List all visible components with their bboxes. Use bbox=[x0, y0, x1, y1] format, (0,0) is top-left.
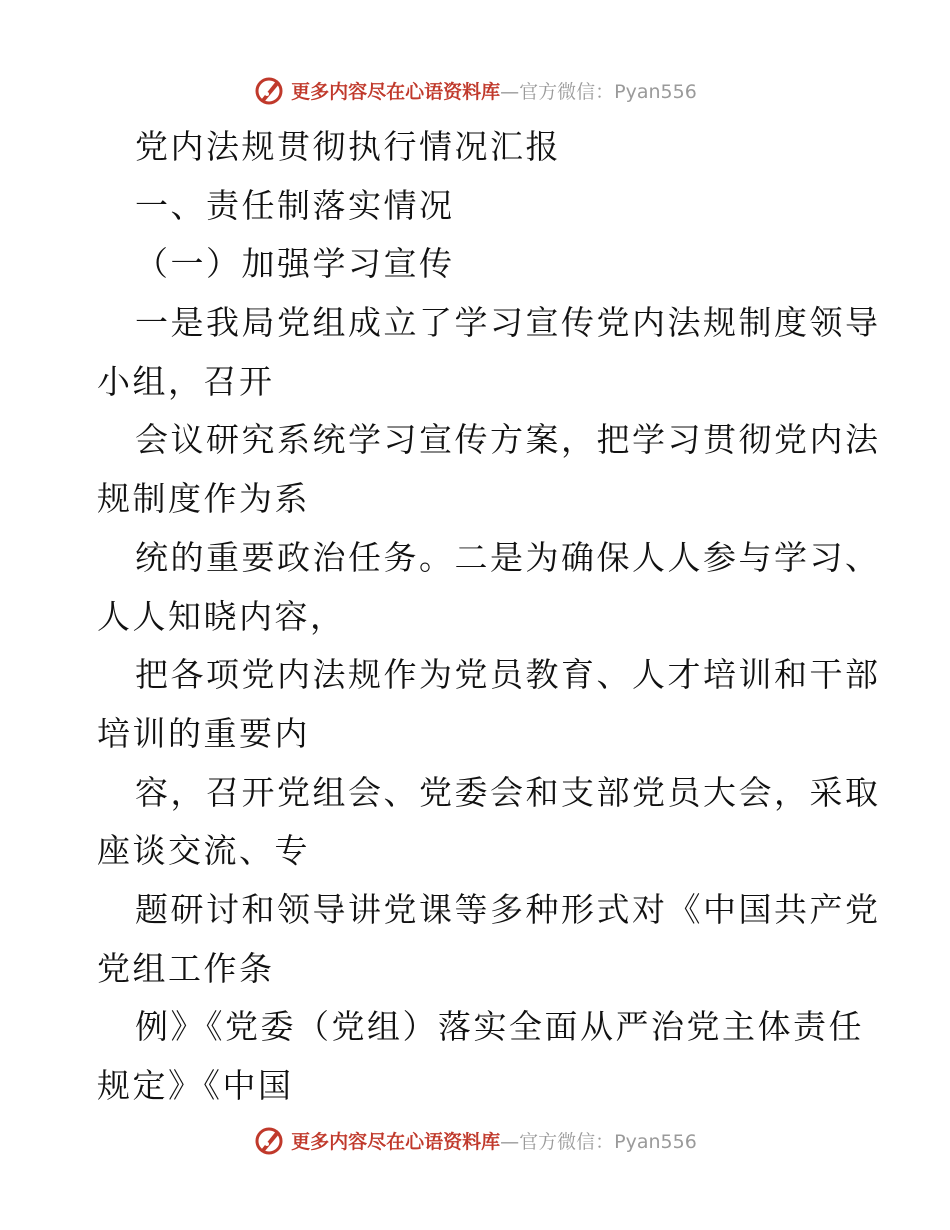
paragraph-line: 座谈交流、专 bbox=[97, 831, 310, 871]
paragraph-line: 党组工作条 bbox=[97, 948, 275, 988]
paragraph-line: 培训的重要内 bbox=[97, 713, 310, 753]
paragraph-line: 统的重要政治任务。二是为确保人人参与学习、 bbox=[135, 537, 881, 577]
quill-logo-icon bbox=[253, 1124, 285, 1156]
watermark-wechat: —官方微信：Pyan556 bbox=[500, 80, 697, 103]
paragraph-line: 题研讨和领导讲党课等多种形式对《中国共产党 bbox=[135, 889, 881, 929]
quill-logo-icon bbox=[253, 74, 285, 106]
subsection-heading: （一）加强学习宣传 bbox=[135, 244, 455, 284]
paragraph-line: 容，召开党组会、党委会和支部党员大会，采取 bbox=[135, 772, 881, 812]
paragraph-line: 规制度作为系 bbox=[97, 479, 310, 519]
watermark-site-name: 更多内容尽在心语资料库 bbox=[291, 80, 501, 103]
header-watermark bbox=[0, 70, 950, 110]
section-heading: 一、责任制落实情况 bbox=[135, 185, 455, 225]
paragraph-line: 规定》《中国 bbox=[97, 1066, 294, 1105]
paragraph-line: 小组，召开 bbox=[97, 361, 275, 401]
watermark-site-name: 更多内容尽在心语资料库 bbox=[291, 1130, 501, 1153]
document-title: 党内法规贯彻执行情况汇报 bbox=[135, 127, 561, 166]
footer-watermark bbox=[0, 1120, 950, 1160]
paragraph-line: 会议研究系统学习宣传方案，把学习贯彻党内法 bbox=[135, 420, 881, 460]
watermark-wechat: —官方微信：Pyan556 bbox=[500, 1130, 697, 1153]
paragraph-line: 把各项党内法规作为党员教育、人才培训和干部 bbox=[135, 655, 881, 695]
paragraph-line: 例》《党委（党组）落实全面从严治党主体责任 bbox=[135, 1007, 864, 1047]
paragraph-line: 一是我局党组成立了学习宣传党内法规制度领导 bbox=[135, 303, 881, 343]
document-body bbox=[97, 118, 881, 1116]
paragraph-line: 人人知晓内容， bbox=[97, 596, 346, 636]
